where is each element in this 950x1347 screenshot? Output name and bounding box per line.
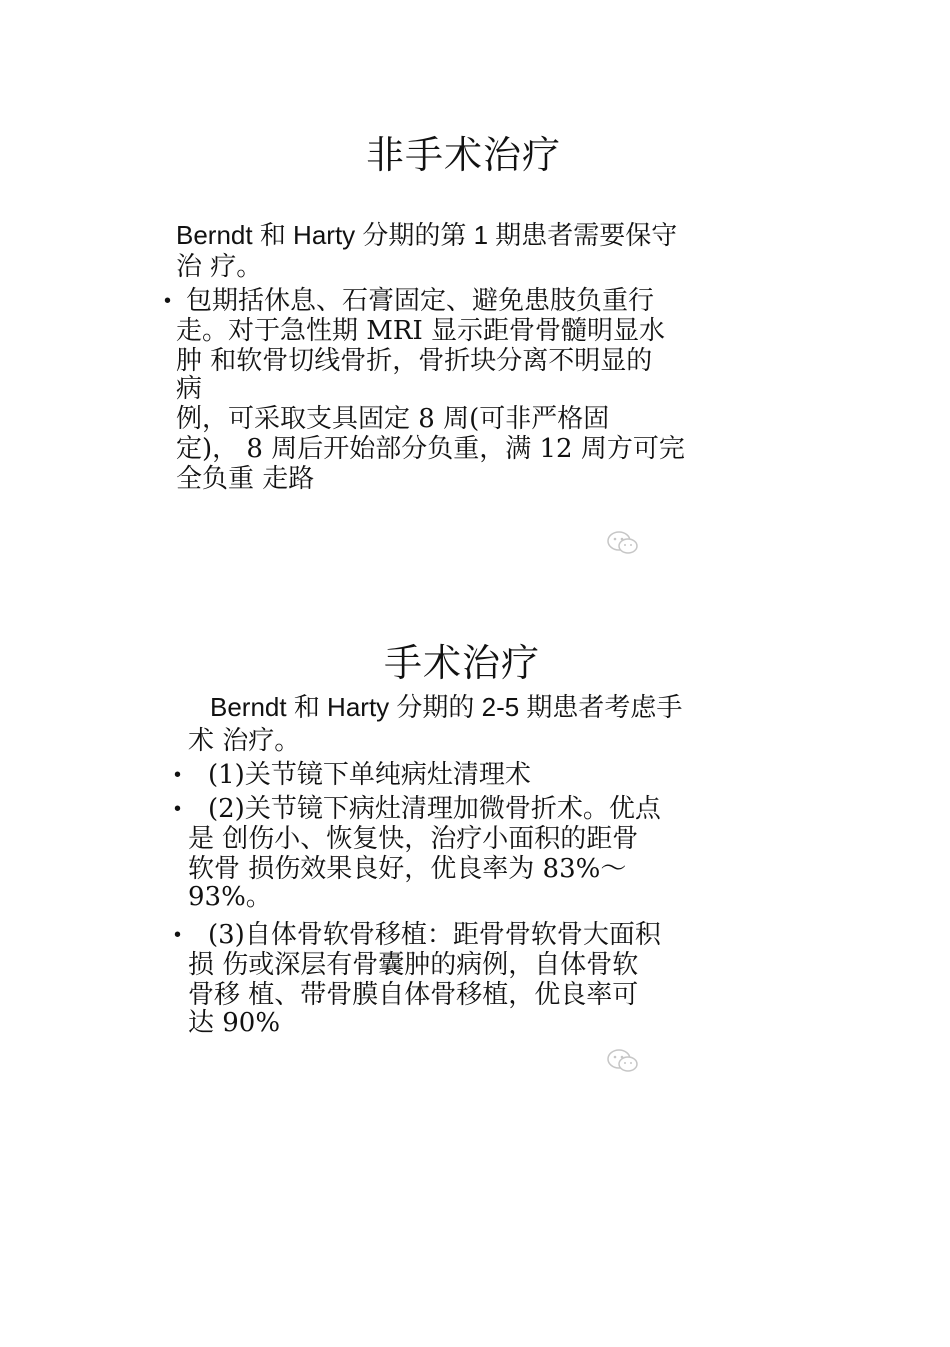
paragraph-line: 肿 和软骨切线骨折，骨折块分离不明显的 xyxy=(176,346,653,376)
list-item-line: 骨移 植、带骨膜自体骨移植，优良率可 xyxy=(188,980,639,1010)
intro-line: 术 治疗。 xyxy=(188,726,301,756)
list-item: (2)关节镜下病灶清理加微骨折术。优点 xyxy=(208,794,661,824)
bullet-icon: • xyxy=(164,290,172,312)
intro-line: Berndt 和 Harty 分期的 2-5 期患者考虑手 xyxy=(210,692,683,722)
bullet-icon: • xyxy=(174,798,182,820)
paragraph-line: 病 xyxy=(176,374,203,404)
paragraph-line: 走。对于急性期 MRI 显示距骨骨髓明显水 xyxy=(176,316,665,346)
section-title-nonsurgical: 非手术治疗 xyxy=(366,133,562,177)
list-item: (3)自体骨软骨移植：距骨骨软骨大面积 xyxy=(208,920,661,950)
wechat-logo-icon xyxy=(606,530,640,556)
paragraph-line: 例，可采取支具固定 8 周(可非严格固 xyxy=(176,404,610,434)
bullet-icon: • xyxy=(174,924,182,946)
list-item-line: 达 90% xyxy=(188,1008,281,1038)
list-item-line: 损 伤或深层有骨囊肿的病例，自体骨软 xyxy=(188,950,639,980)
paragraph-line: 包期括休息、石膏固定、避免患肢负重行 xyxy=(186,286,655,316)
list-item-line: 软骨 损伤效果良好，优良率为 83%～ xyxy=(188,854,627,884)
wechat-logo-icon xyxy=(606,1048,640,1074)
list-item-line: 是 创伤小、恢复快，治疗小面积的距骨 xyxy=(188,824,639,854)
paragraph-line: 定)， 8 周后开始部分负重，满 12 周方可完 xyxy=(176,434,685,464)
bullet-icon: • xyxy=(174,764,182,786)
list-item: (1)关节镜下单纯病灶清理术 xyxy=(208,760,531,790)
paragraph-line: 全负重 走路 xyxy=(176,464,315,494)
section-title-surgical: 手术治疗 xyxy=(384,641,541,685)
intro-line: 治 疗。 xyxy=(176,252,263,282)
intro-line: Berndt 和 Harty 分期的第 1 期患者需要保守 xyxy=(176,220,678,250)
list-item-line: 93%。 xyxy=(188,882,272,912)
